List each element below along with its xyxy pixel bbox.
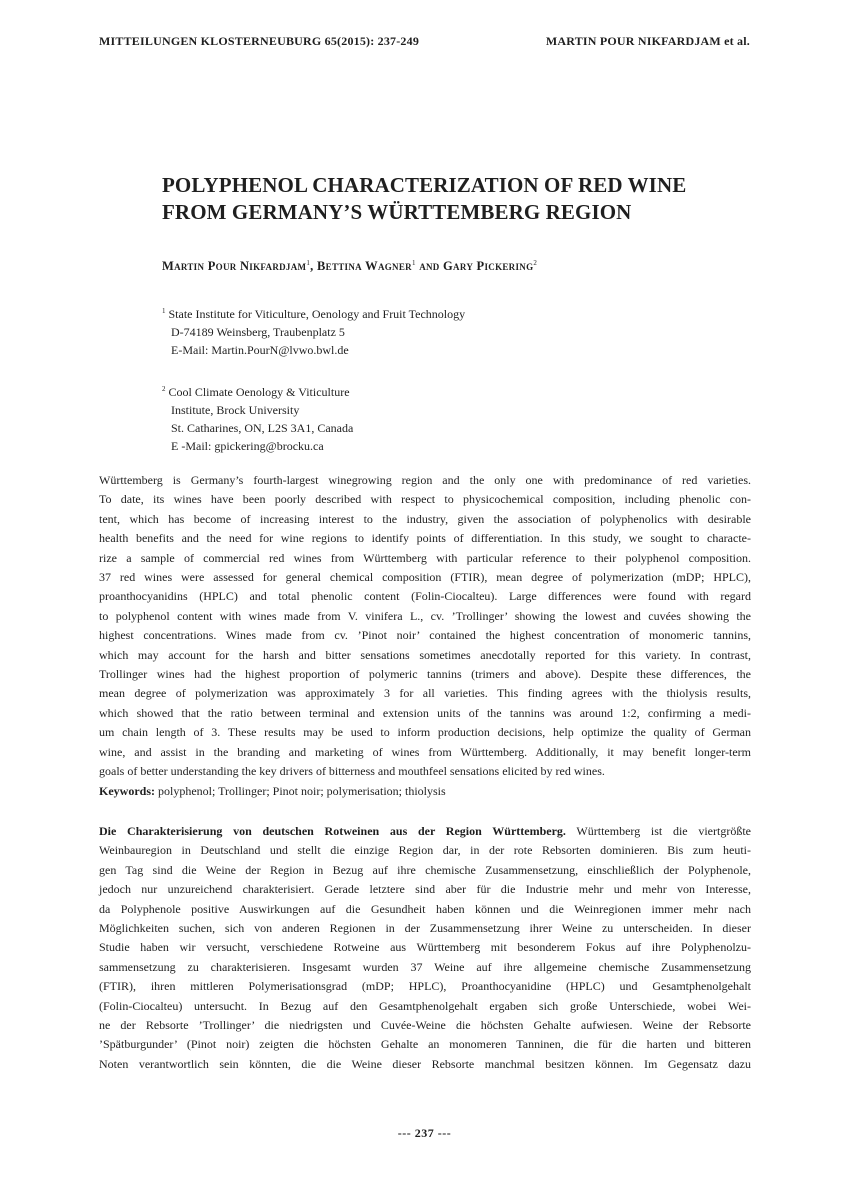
german-abstract-line: (Folin-Ciocalteu) untersucht. In Bezug auf den Gesamtphenolgehalt ergaben sich große Unterschiede, wobei Wei- xyxy=(99,998,751,1013)
german-abstract-line: jedoch nur unzureichend charakterisiert. Gerade letztere sind aber für die Industrie mehr und mehr von Interesse, xyxy=(99,882,751,897)
abstract-line: proanthocyanidins (HPLC) and total phenolic content (Folin-Ciocalteu). Large differences were found with regard xyxy=(99,589,751,604)
german-abstract-line: Studie haben wir versucht, verschiedene Rotweine aus Württemberg mit besonderem Fokus auf ihre Polyphenolzu- xyxy=(99,940,751,955)
german-abstract-line: ne der Rebsorte ’Trollinger’ die niedrigsten und Cuvée-Weine die höchsten Gehalte aufwiesen. Weine der Rebsorte xyxy=(99,1018,751,1033)
german-abstract-line: Weinbauregion in Deutschland und stellt die einzige Region dar, in der rote Rebsorten dominieren. Bis zum heuti- xyxy=(99,843,751,858)
title-line: FROM GERMANY’S WÜRTTEMBERG REGION xyxy=(162,200,632,224)
author-name: Martin Pour Nikfardjam xyxy=(162,259,307,274)
abstract-line: highest concentrations. Wines made from cv. ’Pinot noir’ contained the highest concentration of monomeric tannins, xyxy=(99,628,751,643)
affiliation-line: D-74189 Weinsberg, Traubenplatz 5 xyxy=(171,325,345,339)
abstract-line: um chain length of 3. These results may be used to inform production decisions, help optimize the quality of German xyxy=(99,725,751,740)
keywords-label: Keywords: xyxy=(99,783,155,798)
author-separator: and xyxy=(415,259,444,274)
german-abstract-line: gen Tag sind die Weine der Region in Bezug auf ihre chemische Zusammensetzung, einschließlich der Polyphenole, xyxy=(99,862,751,877)
german-abstract-line: Möglichkeiten suchen, sich von anderen Regionen in der Zusammensetzung ihrer Weine zu unterscheiden. In dieser xyxy=(99,921,751,936)
affiliation-mark: 1 xyxy=(162,307,166,315)
author-list xyxy=(162,259,762,274)
german-abstract xyxy=(99,822,751,1074)
author-name: Gary Pickering xyxy=(443,259,534,274)
author-separator: , xyxy=(310,259,317,274)
affiliation-email: E -Mail: gpickering@brocku.ca xyxy=(171,439,324,453)
affiliation-line: St. Catharines, ON, L2S 3A1, Canada xyxy=(171,421,354,435)
german-abstract-line: Die Charakterisierung von deutschen Rotweinen aus der Region Württemberg. Württemberg ist die viertgrößte xyxy=(99,824,751,838)
abstract-line: goals of better understanding the key drivers of bitterness and mouthfeel sensations elicited by red wines. xyxy=(99,764,605,779)
abstract-line: to polyphenol content with wines made from V. vinifera L., cv. ’Trollinger’ showing the lowest and cuvées showing the xyxy=(99,608,751,623)
title-line: POLYPHENOL CHARACTERIZATION OF RED WINE xyxy=(162,173,687,197)
running-author: MARTIN POUR NIKFARDJAM et al. xyxy=(545,34,750,48)
abstract-line: which showed that the ratio between terminal and extension units of the tannins was around 1:2, confirming a medi- xyxy=(99,705,751,720)
page-number: --- 237 --- xyxy=(397,1126,452,1140)
affiliation-mark: 2 xyxy=(162,385,166,393)
author-affiliation-mark: 1 xyxy=(306,259,311,267)
german-abstract-line: sammensetzung zu charakterisieren. Insgesamt wurden 37 Weine auf ihre allgemeine chemische Zusammensetzung xyxy=(99,959,751,974)
german-abstract-line: ’Spätburgunder’ (Pinot noir) zeigten die höchsten Gehalte an monomeren Tanninen, die für die harten und bitteren xyxy=(99,1037,751,1052)
abstract-line: tent, which has become of increasing interest to the industry, given the association of polyphenolics with desirable xyxy=(99,511,751,526)
affiliation-line: $^1$ State Institute for Viticulture, Oenology and Fruit Technology xyxy=(162,307,466,321)
abstract-line: which may account for the harsh and bitter sensations sometimes anecdotally reported for this variety. In contrast, xyxy=(99,647,751,662)
abstract-line: mean degree of polymerization was approximately 3 for all varieties. This finding agrees with the thiolysis results, xyxy=(99,686,751,701)
german-abstract-line: da Polyphenole positive Auswirkungen auf die Gesundheit haben können und die Weinregionen immer mehr nach xyxy=(99,901,751,916)
author-affiliation-mark: 1 xyxy=(411,259,416,267)
affiliation-2 xyxy=(162,380,682,455)
affiliation-line: Institute, Brock University xyxy=(171,403,300,417)
german-abstract-title: Die Charakterisierung von deutschen Rotweinen aus der Region Württemberg. xyxy=(99,824,566,838)
running-head xyxy=(99,34,750,49)
german-abstract-line: Noten verantwortlich sein könnten, die die Weine dieser Rebsorte manchmal besitzen können. Im Gegensatz dazu xyxy=(99,1056,751,1071)
abstract-line: rize a sample of commercial red wines from Württemberg with particular reference to their polyphenol composition. xyxy=(99,550,751,565)
abstract-line: health benefits and the need for wine regions to identify points of differentiation. In this study, we sought to characte- xyxy=(99,531,751,546)
affiliation-1 xyxy=(162,302,682,359)
abstract-line: 37 red wines were assessed for general chemical composition (FTIR), mean degree of polymerization (mDP; HPLC), xyxy=(99,570,751,585)
author-affiliation-mark: 2 xyxy=(533,259,538,267)
abstract-line: Trollinger wines had the highest proportion of polymeric tannins (trimers and above). Despite these differences, the xyxy=(99,667,751,682)
journal-citation: MITTEILUNGEN KLOSTERNEUBURG 65(2015): 237-249 xyxy=(99,34,420,48)
affiliation-email: E-Mail: Martin.PourN@lvwo.bwl.de xyxy=(171,343,349,357)
affiliation-line: $^2$ Cool Climate Oenology & Viticulture xyxy=(162,385,350,399)
abstract-line: Württemberg is Germany’s fourth-largest winegrowing region and the only one with predominance of red varieties. xyxy=(99,473,751,487)
german-abstract-line: (FTIR), ihren mittleren Polymerisationsgrad (mDP; HPLC), Proanthocyanidine (HPLC) und Gesamtphenolgehalt xyxy=(99,979,751,994)
abstract-line: To date, its wines have been poorly described with respect to physicochemical composition, including phenolic con- xyxy=(99,492,751,507)
author-name: Bettina Wagner xyxy=(317,259,412,274)
paper-title xyxy=(162,172,772,226)
abstract-line: wine, and assist in the branding and marketing of wines from Württemberg. Additionally, it may benefit longer-term xyxy=(99,744,751,759)
english-abstract xyxy=(99,471,751,801)
keywords-text: polyphenol; Trollinger; Pinot noir; polymerisation; thiolysis xyxy=(155,783,446,798)
keywords-line xyxy=(99,782,751,801)
